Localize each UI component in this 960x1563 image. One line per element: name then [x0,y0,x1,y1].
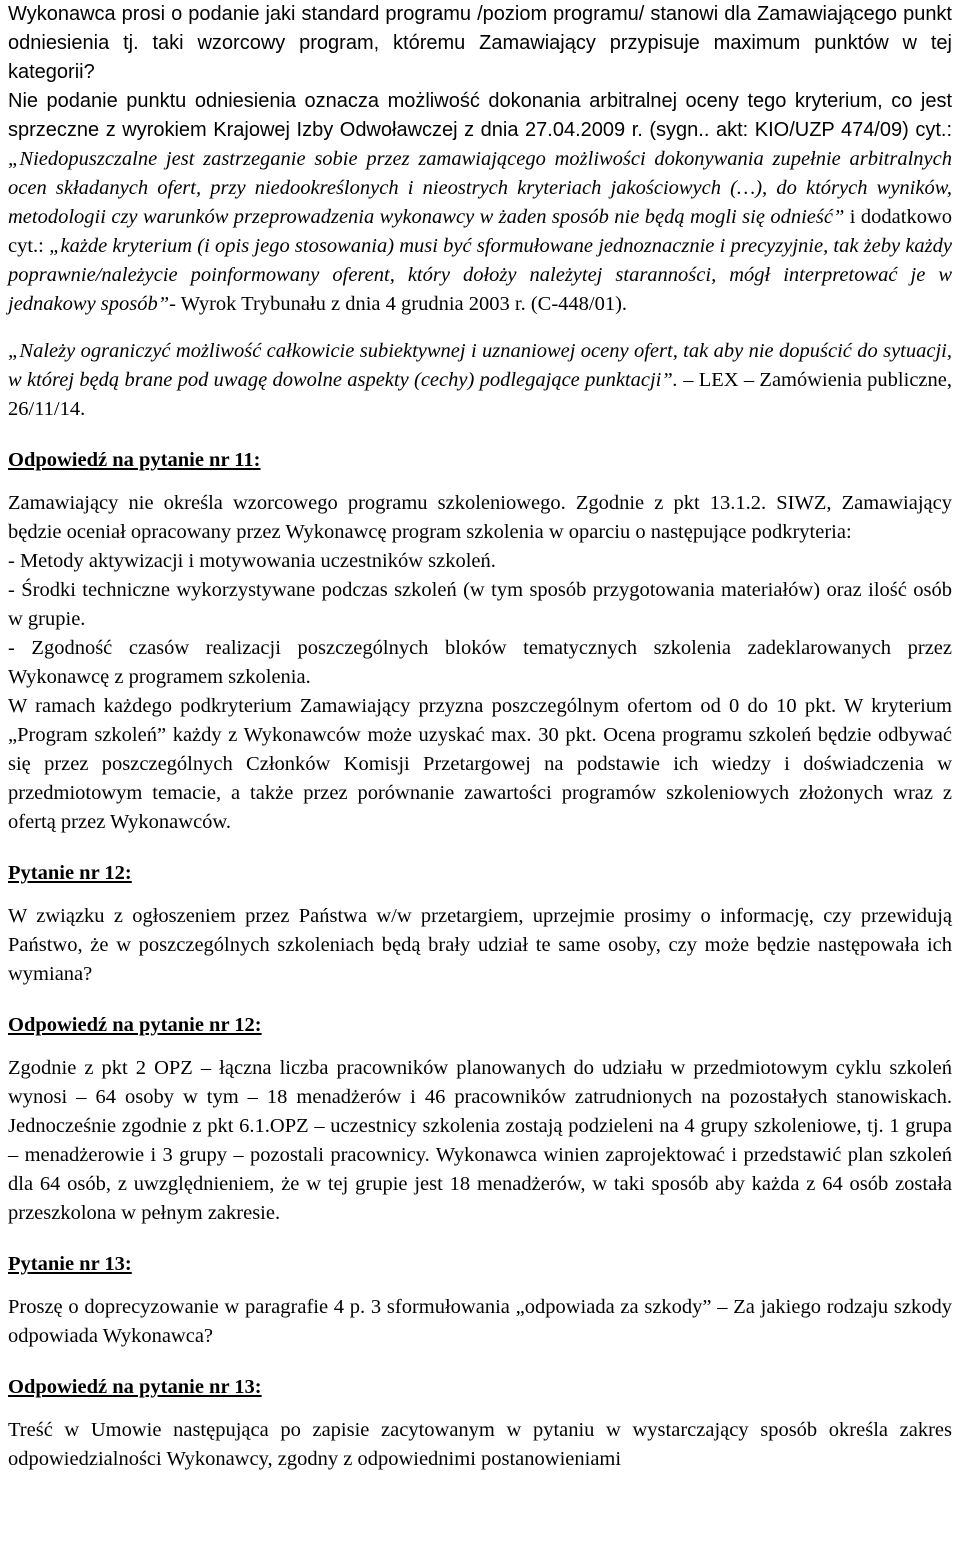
intro-paragraph-1: Wykonawca prosi o podanie jaki standard programu /poziom programu/ stanowi dla Zamawiającego punkt odniesienia tj. taki wzorcowy program, któremu Zamawiający przypisuje maximum punktów w tej kategorii? [8,3,952,83]
heading-answer-13: Odpowiedź na pytanie nr 13: [8,1376,262,1398]
question-13-text: Proszę o doprecyzowanie w paragrafie 4 p. 3 sformułowania „odpowiada za szkody” – Za jakiego rodzaju szkody odpowiada Wykonawca? [8,1296,952,1347]
answer-13-text: Treść w Umowie następująca po zapisie zacytowanym w pytaniu w wystarczający sposób określa zakres odpowiedzialności Wykonawcy, zgodny z odpowiednimi postanowieniami [8,1419,952,1470]
heading-question-12: Pytanie nr 12: [8,862,132,884]
intro-paragraph-2-text: Nie podanie punktu odniesienia oznacza możliwość dokonania arbitralnej oceny tego kryterium, co jest sprzeczne z wyrokiem Krajowej Izby Odwoławczej z dnia 27.04.2009 r. (sygn.. akt: KIO/UZP 474/09) cyt.: [8,90,952,141]
answer-11-paragraph: Zamawiający nie określa wzorcowego programu szkoleniowego. Zgodnie z pkt 13.1.2. SIWZ, Zamawiający będzie oceniał opracowany przez Wykonawcę program szkolenia w oparciu o następujące podkryteria: [8,492,952,543]
answer-11-item: - Zgodność czasów realizacji poszczególnych bloków tematycznych szkolenia zadeklarowanych przez Wykonawcę z programem szkolenia. [8,637,952,688]
ruling-citation: - Wyrok Trybunału z dnia 4 grudnia 2003 r. (C-448/01). [169,293,628,315]
quote-lex: „Należy ograniczyć możliwość całkowicie subiektywnej i uznaniowej oceny ofert, tak aby nie dopuścić do sytuacji, w której będą brane pod uwagę dowolne aspekty (cechy) podlegające punktacji”. [8,340,952,391]
answer-11-paragraph: W ramach każdego podkryterium Zamawiający przyzna poszczególnym ofertom od 0 do 10 pkt. W kryterium „Program szkoleń” każdy z Wykonawców może uzyskać max. 30 pkt. Ocena programu szkoleń będzie odbywać się przez poszczególnych Członków Komisji Przetargowej na podstawie ich wiedzy i doświadczenia w przedmiotowym temacie, a także przez porównanie zawartości programów szkoleniowych złożonych wraz z ofertą przez Wykonawców. [8,695,952,833]
intro-addition: i dodatkowo cyt.: [8,206,952,257]
answer-11-item: - Metody aktywizacji i motywowania uczestników szkoleń. [8,550,496,572]
answer-11-body [8,489,952,837]
quote-tribunal: „każde kryterium (i opis jego stosowania) musi być sformułowane jednoznacznie i precyzyjnie, tak żeby każdy poprawnie/należycie poinformowany oferent, który dołoży należytej staranności, mógł interpretować je w jednakowy sposób” [8,235,952,315]
heading-answer-12: Odpowiedź na pytanie nr 12: [8,1014,262,1036]
quote-lex-source: – LEX – Zamówienia publiczne, 26/11/14. [8,369,952,420]
answer-11-item: - Środki techniczne wykorzystywane podczas szkoleń (w tym sposób przygotowania materiałów) oraz ilość osób w grupie. [8,579,952,630]
answer-12-text: Zgodnie z pkt 2 OPZ – łączna liczba pracowników planowanych do udziału w przedmiotowym cyklu szkoleń wynosi – 64 osoby w tym – 18 menadżerów i 46 pracowników zatrudnionych na pozostałych stanowiskach. Jednocześnie zgodnie z pkt 6.1.OPZ – uczestnicy szkolenia zostają podzieleni na 4 grupy szkoleniowe, tj. 1 grupa – menadżerowie i 3 grupy – pozostali pracownicy. Wykonawca winien zaprojektować i przedstawić plan szkoleń dla 64 osób, z uwzględnieniem, że w tej grupie jest 18 menadżerów, w taki sposób aby każda z 64 osób została przeszkolona w pełnym zakresie. [8,1057,952,1224]
quote-kio: „Niedopuszczalne jest zastrzeganie sobie przez zamawiającego możliwości dokonywania zupełnie arbitralnych ocen składanych ofert, przy niedookreślonych i nieostrych kryteriach jakościowych (…), do których wyników, metodologii czy warunków przeprowadzenia wykonawcy w żaden sposób nie będą mogli się odnieść” [8,148,952,228]
heading-answer-11: Odpowiedź na pytanie nr 11: [8,449,261,471]
intro-paragraph-2 [8,87,952,319]
heading-question-13: Pytanie nr 13: [8,1253,132,1275]
quote-lex-paragraph [8,337,952,424]
question-12-text: W związku z ogłoszeniem przez Państwa w/w przetargiem, uprzejmie prosimy o informację, czy przewidują Państwo, że w poszczególnych szkoleniach będą brały udział te same osoby, czy może będzie następowała ich wymiana? [8,905,952,985]
